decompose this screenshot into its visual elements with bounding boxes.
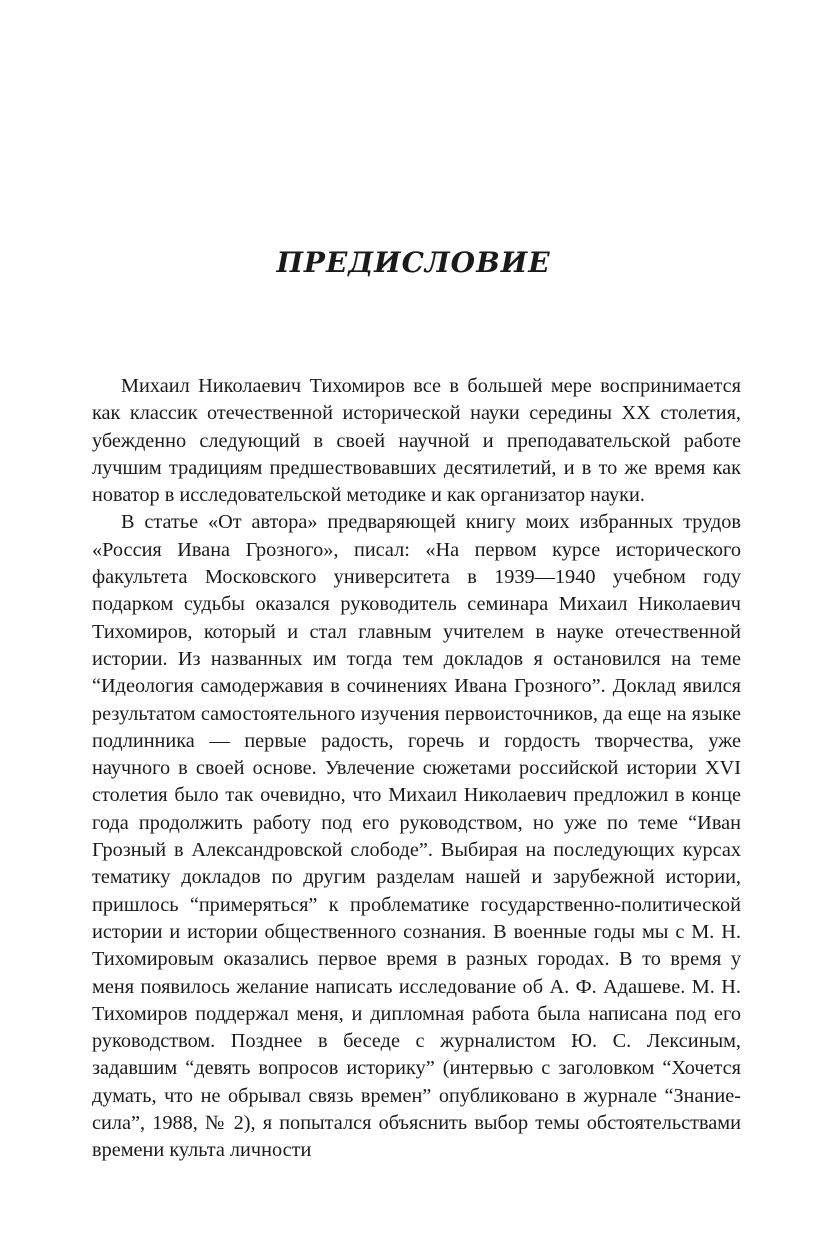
paragraph-2: В статье «От автора» предваряющей книгу моих избранных трудов «Россия Ивана Грозного», писал: «На первом курсе исторического факультета Московского университета в 1939—1940 учебном году подарком судьбы оказался руководитель семинара Михаил Николаевич Тихомиров, который и стал главным учителем в науке отечественной истории. Из названных им тогда тем докладов я остановился на теме “Идеология самодержавия в сочинениях Ивана Грозного”. Доклад явился результатом самостоятельного изучения первоисточников, да еще на языке подлинника — первые радость, горечь и гордость творчества, уже научного в своей основе. Увлечение сюжетами российской истории XVI столетия было так очевидно, что Михаил Николаевич предложил в конце года продолжить работу под его руководством, но уже по теме “Иван Грозный в Александровской слободе”. Выбирая на последующих курсах тематику докладов по другим разделам нашей и зарубежной истории, пришлось “примеряться” к проблематике государственно-политической истории и истории общественного сознания. В военные годы мы с М. Н. Тихомировым оказались первое время в разных городах. В то время у меня появилось желание написать исследование об А. Ф. Адашеве. М. Н. Тихомиров поддержал меня, и дипломная работа была написана под его руководством. Позднее в беседе с журналистом Ю. С. Лексиным, задавшим “девять вопросов историку” (интервью с заголовком “Хочется думать, что не обрывал связь времен” опубликовано в журнале “Знание-сила”, 1988, № 2), я попытался объяснить выбор темы обстоятельствами времени культа личности <box>92 511 741 1162</box>
paragraph-1: Михаил Николаевич Тихомиров все в большей мере воспринимается как классик отечественной исторической науки середины XX столетия, убежденно следующий в своей научной и преподавательской работе лучшим традициям предшествовавших десятилетий, и в то же время как новатор в исследовательской методике и как организатор науки. <box>92 375 741 507</box>
body-text <box>92 373 741 1165</box>
page-title: ПРЕДИСЛОВИЕ <box>276 246 551 279</box>
